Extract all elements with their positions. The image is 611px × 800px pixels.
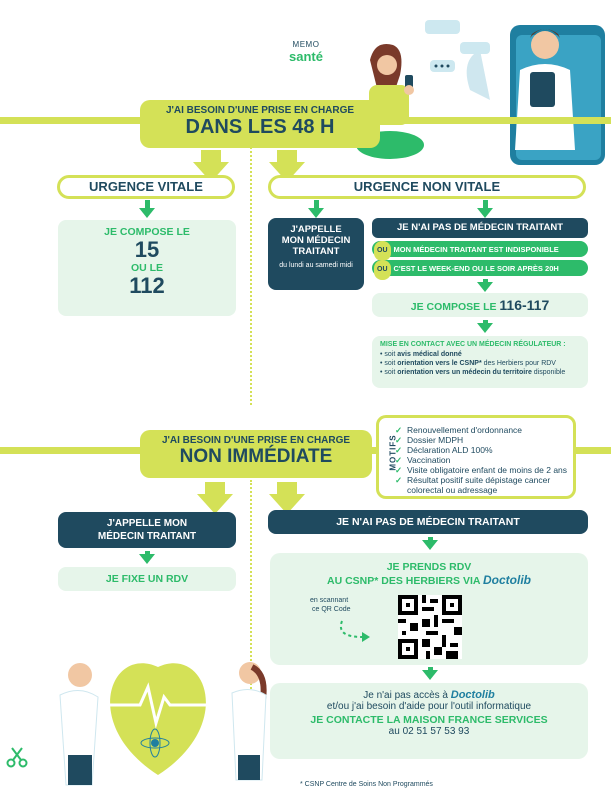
scissors-icon — [6, 746, 28, 768]
medecin-regulateur-box: MISE EN CONTACT AVEC UN MÉDECIN RÉGULATEUR : • soit avis médical donné • soit orientation vers le CSNP* des Herbiers pour RDV • soit orientation vers un médecin du territoire disponible — [372, 336, 588, 388]
fixe-rdv-box: JE FIXE UN RDV — [58, 567, 236, 591]
urgence-vitale-box: JE COMPOSE LE 15 OU LE 112 — [58, 220, 236, 316]
doctolib-logo: Doctolib — [482, 573, 531, 587]
qr-code[interactable] — [398, 595, 462, 659]
arrow-down-icon — [477, 279, 493, 292]
option-indisponible: OU MON MÉDECIN TRAITANT EST INDISPONIBLE — [372, 241, 588, 257]
maison-france-services-box: Je n'ai pas accès à Doctolib et/ou j'ai besoin d'aide pour l'outil informatique JE CONTACTE LA MAISON FRANCE SERVICES au 02 51 57 53 93 — [270, 683, 588, 759]
appelle-medecin-traitant-box: J'APPELLE MON MÉDECIN TRAITANT — [58, 512, 236, 548]
footnote: * CSNP Centre de Soins Non Programmés — [300, 781, 433, 788]
dashed-arrow-icon — [336, 619, 372, 645]
number-112: 112 — [129, 273, 165, 298]
memo-logo: MEMO santé — [289, 40, 323, 64]
arrow-down-icon — [139, 551, 155, 564]
doctor-on-phone-illustration — [420, 10, 610, 165]
urgence-vitale-label: URGENCE VITALE — [57, 175, 235, 199]
list-item: • soit orientation vers le CSNP* des Herbiers pour RDV — [380, 359, 580, 368]
arrow-down-icon — [139, 200, 155, 218]
list-item: ✓ Dossier MDPH — [395, 435, 571, 445]
no-doctor-banner-2: JE N'AI PAS DE MÉDECIN TRAITANT — [268, 510, 588, 534]
number-116-117: 116-117 — [499, 297, 550, 313]
csnp-rdv-box: JE PRENDS RDV AU CSNP* DES HERBIERS VIA Doctolib en scannant ce QR Code — [270, 553, 588, 665]
list-item: ✓ Renouvellement d'ordonnance — [395, 425, 571, 435]
banner-non-immediate: J'AI BESOIN D'UNE PRISE EN CHARGE NON IMMÉDIATE — [140, 430, 372, 478]
number-15: 15 — [134, 237, 160, 262]
arrow-down-icon — [308, 200, 324, 218]
heart-doctors-illustration — [40, 605, 270, 795]
arrow-down-icon — [422, 537, 438, 550]
list-item: • soit orientation vers un médecin du territoire disponible — [380, 368, 580, 377]
list-item: • soit avis médical donné — [380, 350, 580, 359]
phone-number[interactable]: au 02 51 57 53 93 — [388, 726, 470, 737]
urgence-non-vitale-label: URGENCE NON VITALE — [268, 175, 586, 199]
compose-116-117-box: JE COMPOSE LE 116-117 — [372, 293, 588, 317]
list-item: ✓ Résultat positif suite dépistage cancer colorectal ou adressage — [395, 475, 571, 495]
chevron-down-icon — [197, 482, 233, 514]
list-item: ✓ Déclaration ALD 100% — [395, 445, 571, 455]
appelle-medecin-box: J'APPELLE MON MÉDECIN TRAITANT du lundi au samedi midi — [268, 218, 364, 290]
no-doctor-banner: JE N'AI PAS DE MÉDECIN TRAITANT — [372, 218, 588, 238]
doctolib-logo: Doctolib — [450, 689, 495, 701]
divider — [250, 140, 252, 405]
arrow-down-icon — [477, 320, 493, 333]
motifs-label: MOTIFS — [388, 434, 398, 471]
list-item: ✓ Visite obligatoire enfant de moins de 2 ans — [395, 465, 571, 475]
arrow-down-icon — [422, 667, 438, 680]
list-item: ✓ Vaccination — [395, 455, 571, 465]
arrow-down-icon — [477, 200, 493, 218]
motifs-box — [376, 415, 576, 499]
banner-48h: J'AI BESOIN D'UNE PRISE EN CHARGE DANS LES 48 H — [140, 100, 380, 148]
motifs-list — [395, 425, 571, 495]
option-weekend: OU C'EST LE WEEK-END OU LE SOIR APRÈS 20H — [372, 260, 588, 276]
